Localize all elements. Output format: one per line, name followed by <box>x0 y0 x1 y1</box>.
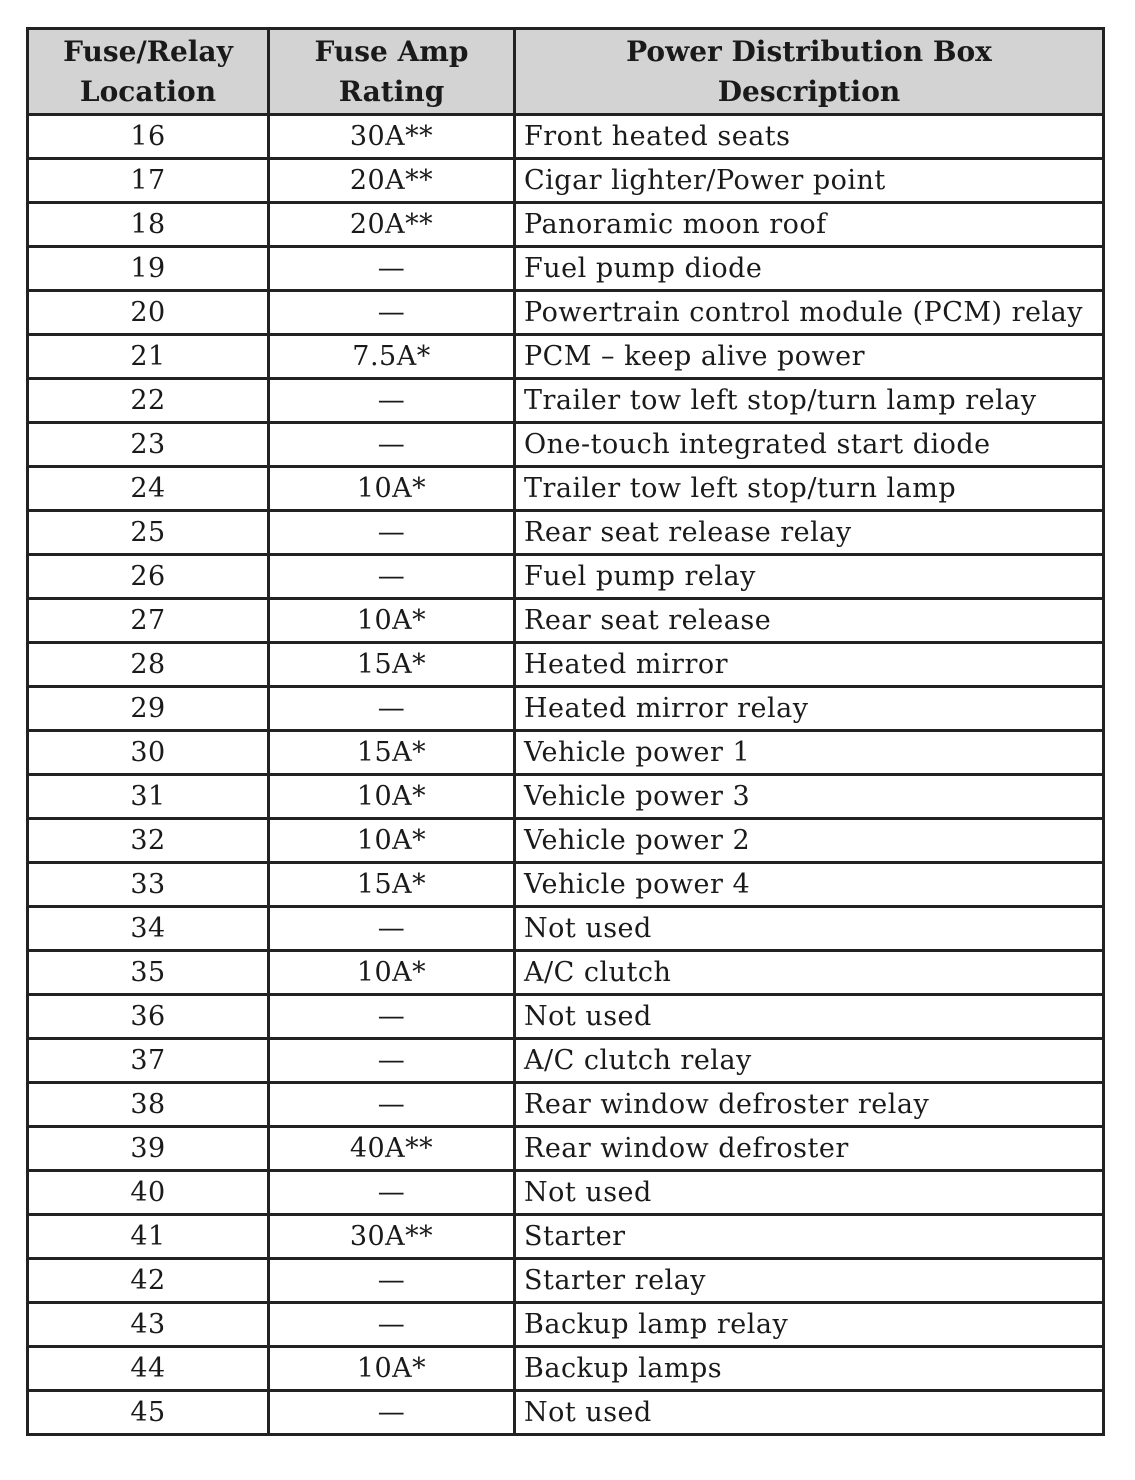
description-cell: Trailer tow left stop/turn lamp relay <box>515 379 1104 423</box>
amp-rating-cell: — <box>269 907 515 951</box>
amp-rating-cell: 20A** <box>269 203 515 247</box>
description-cell: Rear window defroster <box>515 1127 1104 1171</box>
table-row <box>28 555 1104 599</box>
description-cell: One-touch integrated start diode <box>515 423 1104 467</box>
location-cell: 33 <box>28 863 269 907</box>
description-cell: Vehicle power 3 <box>515 775 1104 819</box>
description-cell: PCM – keep alive power <box>515 335 1104 379</box>
location-cell: 42 <box>28 1259 269 1303</box>
location-cell: 29 <box>28 687 269 731</box>
amp-rating-cell: — <box>269 687 515 731</box>
location-cell: 40 <box>28 1171 269 1215</box>
table-row <box>28 599 1104 643</box>
location-cell: 36 <box>28 995 269 1039</box>
amp-rating-cell: — <box>269 379 515 423</box>
description-cell: Trailer tow left stop/turn lamp <box>515 467 1104 511</box>
amp-rating-cell: — <box>269 1039 515 1083</box>
amp-rating-cell: — <box>269 247 515 291</box>
location-cell: 27 <box>28 599 269 643</box>
table-body <box>28 115 1104 1435</box>
header-location-line-1: Fuse/Relay <box>63 34 233 68</box>
location-cell: 23 <box>28 423 269 467</box>
table-row <box>28 467 1104 511</box>
description-cell: Not used <box>515 907 1104 951</box>
amp-rating-cell: 10A* <box>269 951 515 995</box>
header-location-line-2: Location <box>79 74 217 108</box>
amp-rating-cell: — <box>269 1391 515 1435</box>
description-cell: Vehicle power 4 <box>515 863 1104 907</box>
location-cell: 43 <box>28 1303 269 1347</box>
location-cell: 32 <box>28 819 269 863</box>
table-row <box>28 775 1104 819</box>
amp-rating-cell: — <box>269 1303 515 1347</box>
table-row <box>28 335 1104 379</box>
amp-rating-cell: 20A** <box>269 159 515 203</box>
location-cell: 35 <box>28 951 269 995</box>
amp-rating-cell: — <box>269 555 515 599</box>
amp-rating-cell: 10A* <box>269 467 515 511</box>
location-cell: 25 <box>28 511 269 555</box>
table-row <box>28 995 1104 1039</box>
amp-rating-cell: 10A* <box>269 1347 515 1391</box>
header-rating-line-1: Fuse Amp <box>314 34 469 68</box>
table-row <box>28 1127 1104 1171</box>
location-cell: 26 <box>28 555 269 599</box>
description-cell: Heated mirror <box>515 643 1104 687</box>
location-cell: 19 <box>28 247 269 291</box>
description-cell: Not used <box>515 1171 1104 1215</box>
header-description-line-1: Power Distribution Box <box>626 34 992 68</box>
location-cell: 34 <box>28 907 269 951</box>
description-cell: Panoramic moon roof <box>515 203 1104 247</box>
location-cell: 20 <box>28 291 269 335</box>
amp-rating-cell: — <box>269 1171 515 1215</box>
amp-rating-cell: 15A* <box>269 731 515 775</box>
amp-rating-cell: 10A* <box>269 819 515 863</box>
description-cell: Powertrain control module (PCM) relay <box>515 291 1104 335</box>
fuse-table <box>26 27 1105 1436</box>
table-row <box>28 291 1104 335</box>
amp-rating-cell: — <box>269 1083 515 1127</box>
table-row <box>28 247 1104 291</box>
table-row <box>28 687 1104 731</box>
table-row <box>28 203 1104 247</box>
description-cell: Front heated seats <box>515 115 1104 159</box>
table-row <box>28 115 1104 159</box>
table-row <box>28 907 1104 951</box>
table-row <box>28 159 1104 203</box>
description-cell: Backup lamp relay <box>515 1303 1104 1347</box>
description-cell: A/C clutch relay <box>515 1039 1104 1083</box>
header-rating-line-2: Rating <box>338 74 445 108</box>
description-cell: Heated mirror relay <box>515 687 1104 731</box>
table-row <box>28 951 1104 995</box>
table-row <box>28 511 1104 555</box>
header-description <box>515 29 1104 115</box>
amp-rating-cell: — <box>269 995 515 1039</box>
location-cell: 30 <box>28 731 269 775</box>
table-header <box>28 29 1104 115</box>
description-cell: Vehicle power 2 <box>515 819 1104 863</box>
location-cell: 28 <box>28 643 269 687</box>
location-cell: 39 <box>28 1127 269 1171</box>
amp-rating-cell: 7.5A* <box>269 335 515 379</box>
description-cell: Fuel pump diode <box>515 247 1104 291</box>
amp-rating-cell: 30A** <box>269 1215 515 1259</box>
description-cell: Rear seat release <box>515 599 1104 643</box>
table-row <box>28 1083 1104 1127</box>
description-cell: Backup lamps <box>515 1347 1104 1391</box>
table-row <box>28 1347 1104 1391</box>
location-cell: 21 <box>28 335 269 379</box>
table-row <box>28 1039 1104 1083</box>
location-cell: 16 <box>28 115 269 159</box>
amp-rating-cell: 30A** <box>269 115 515 159</box>
amp-rating-cell: 15A* <box>269 863 515 907</box>
description-cell: Not used <box>515 995 1104 1039</box>
amp-rating-cell: 15A* <box>269 643 515 687</box>
location-cell: 18 <box>28 203 269 247</box>
table-row <box>28 1391 1104 1435</box>
table-row <box>28 643 1104 687</box>
location-cell: 22 <box>28 379 269 423</box>
amp-rating-cell: — <box>269 511 515 555</box>
amp-rating-cell: — <box>269 423 515 467</box>
location-cell: 31 <box>28 775 269 819</box>
amp-rating-cell: — <box>269 291 515 335</box>
description-cell: Not used <box>515 1391 1104 1435</box>
amp-rating-cell: 40A** <box>269 1127 515 1171</box>
location-cell: 24 <box>28 467 269 511</box>
table-row <box>28 1215 1104 1259</box>
description-cell: Starter <box>515 1215 1104 1259</box>
table-row <box>28 863 1104 907</box>
table-row <box>28 1259 1104 1303</box>
location-cell: 17 <box>28 159 269 203</box>
table-row <box>28 423 1104 467</box>
header-row <box>28 29 1104 115</box>
table-row <box>28 819 1104 863</box>
amp-rating-cell: 10A* <box>269 775 515 819</box>
header-rating <box>269 29 515 115</box>
header-description-line-2: Description <box>717 74 901 108</box>
location-cell: 37 <box>28 1039 269 1083</box>
location-cell: 45 <box>28 1391 269 1435</box>
location-cell: 44 <box>28 1347 269 1391</box>
description-cell: A/C clutch <box>515 951 1104 995</box>
header-location <box>28 29 269 115</box>
description-cell: Rear seat release relay <box>515 511 1104 555</box>
amp-rating-cell: 10A* <box>269 599 515 643</box>
location-cell: 38 <box>28 1083 269 1127</box>
table-row <box>28 1171 1104 1215</box>
description-cell: Fuel pump relay <box>515 555 1104 599</box>
table-row <box>28 379 1104 423</box>
description-cell: Vehicle power 1 <box>515 731 1104 775</box>
table-row <box>28 731 1104 775</box>
location-cell: 41 <box>28 1215 269 1259</box>
amp-rating-cell: — <box>269 1259 515 1303</box>
description-cell: Rear window defroster relay <box>515 1083 1104 1127</box>
description-cell: Cigar lighter/Power point <box>515 159 1104 203</box>
description-cell: Starter relay <box>515 1259 1104 1303</box>
table-row <box>28 1303 1104 1347</box>
